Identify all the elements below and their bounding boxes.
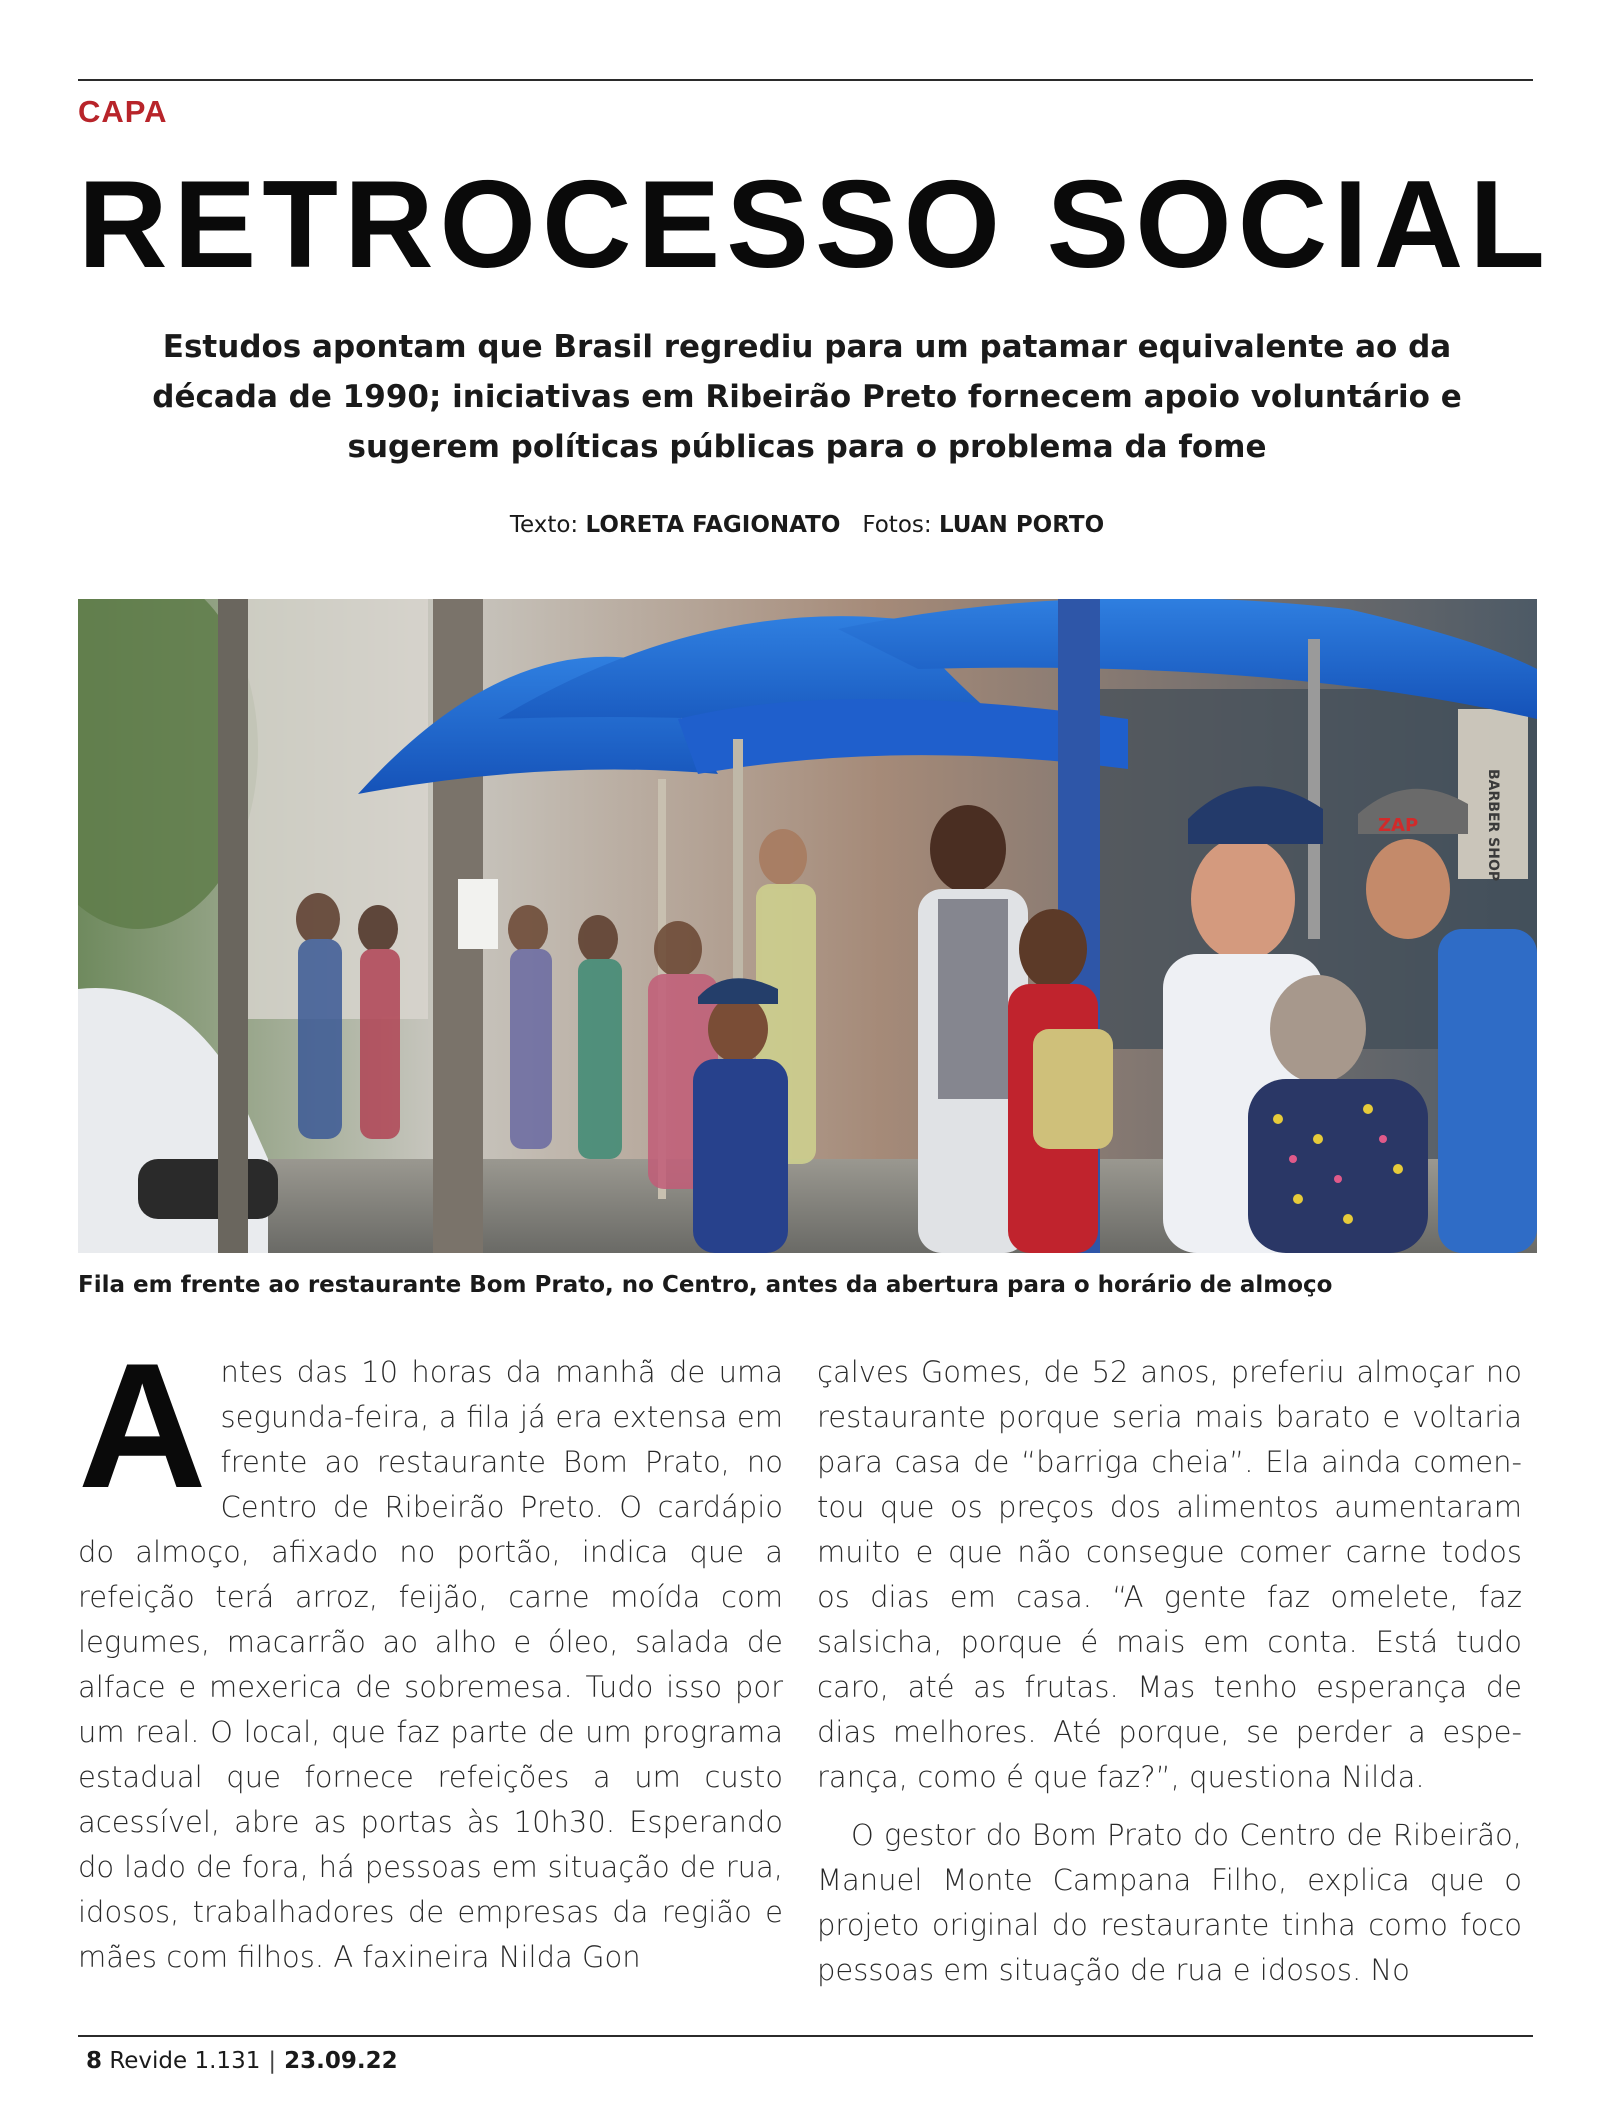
top-rule [78,79,1533,81]
page-footer [86,2048,398,2074]
body-paragraph: çalves Gomes, de 52 anos, preferiu almoçar no restaurante porque seria mais barato e voltaria para casa de “barriga cheia”. Ela ainda comentou que os preços dos alimentos aumentaram muito e que não consegue comer carne todos os dias em casa. “A gente faz omelete, faz salsicha, porque é mais em conta. Está tudo caro, até as frutas. Mas tenho esperança de dias melhores. Até porque, se perder a esperança, como é que faz?”, questiona Nilda. [817,1355,1522,1794]
bottom-rule [78,2035,1533,2037]
body-column-right [817,1350,1522,1993]
magazine-issue: Revide 1.131 [109,2048,261,2074]
text-credit-label: Texto: [509,512,579,538]
photo-caption: Fila em frente ao restaurante Bom Prato, no Centro, antes da abertura para o horário de almoço [78,1272,1333,1298]
issue-date: 23.09.22 [284,2048,398,2074]
footer-separator: | [268,2048,277,2074]
body-paragraph: O gestor do Bom Prato do Centro de Ribeirão, Manuel Monte Campana Filho, explica que o projeto original do restaurante tinha como foco pessoas em situação de rua e idosos. No [817,1818,1522,1987]
byline [0,512,1614,538]
photo-author: LUAN PORTO [938,512,1105,538]
text-author: LORETA FAGIONATO [585,512,841,538]
section-label: CAPA [78,94,168,129]
cap-logo: ZAP [1378,815,1419,836]
body-column-left [78,1326,783,1980]
deck-subtitle: Estudos apontam que Brasil regrediu para um patamar equivalente ao da década de 1990; iniciativas em Ribeirão Preto fornecem apoio voluntário e sugerem políticas públicas para o problema da fome [152,329,1462,465]
body-paragraph [78,1326,783,1980]
photo-credit-label: Fotos: [862,512,932,538]
lead-photo [78,599,1537,1253]
body-text-left: ntes das 10 horas da manhã de uma segunda-feira, a fila já era extensa em frente ao restaurante Bom Prato, no Centro de Ribeirão Preto. O cardápio do almoço, afixado no portão, indica que a refeição terá arroz, feijão, carne moída com legumes, macarrão ao alho e óleo, salada de alface e mexerica de sobremesa. Tudo isso por um real. O local, que faz parte de um programa estadual que fornece refeições a um custo acessível, abre as portas às 10h30. Esperando do lado de fora, há pessoas em situação de rua, idosos, trabalhadores de empresas da região e mães com filhos. A faxineira Nilda Gon [78,1355,783,1974]
headline: RETROCESSO SOCIAL [78,156,1552,294]
drop-cap: A [78,1326,207,1525]
barber-sign: BARBER SHOP [1485,769,1501,882]
page-number: 8 [86,2048,103,2074]
